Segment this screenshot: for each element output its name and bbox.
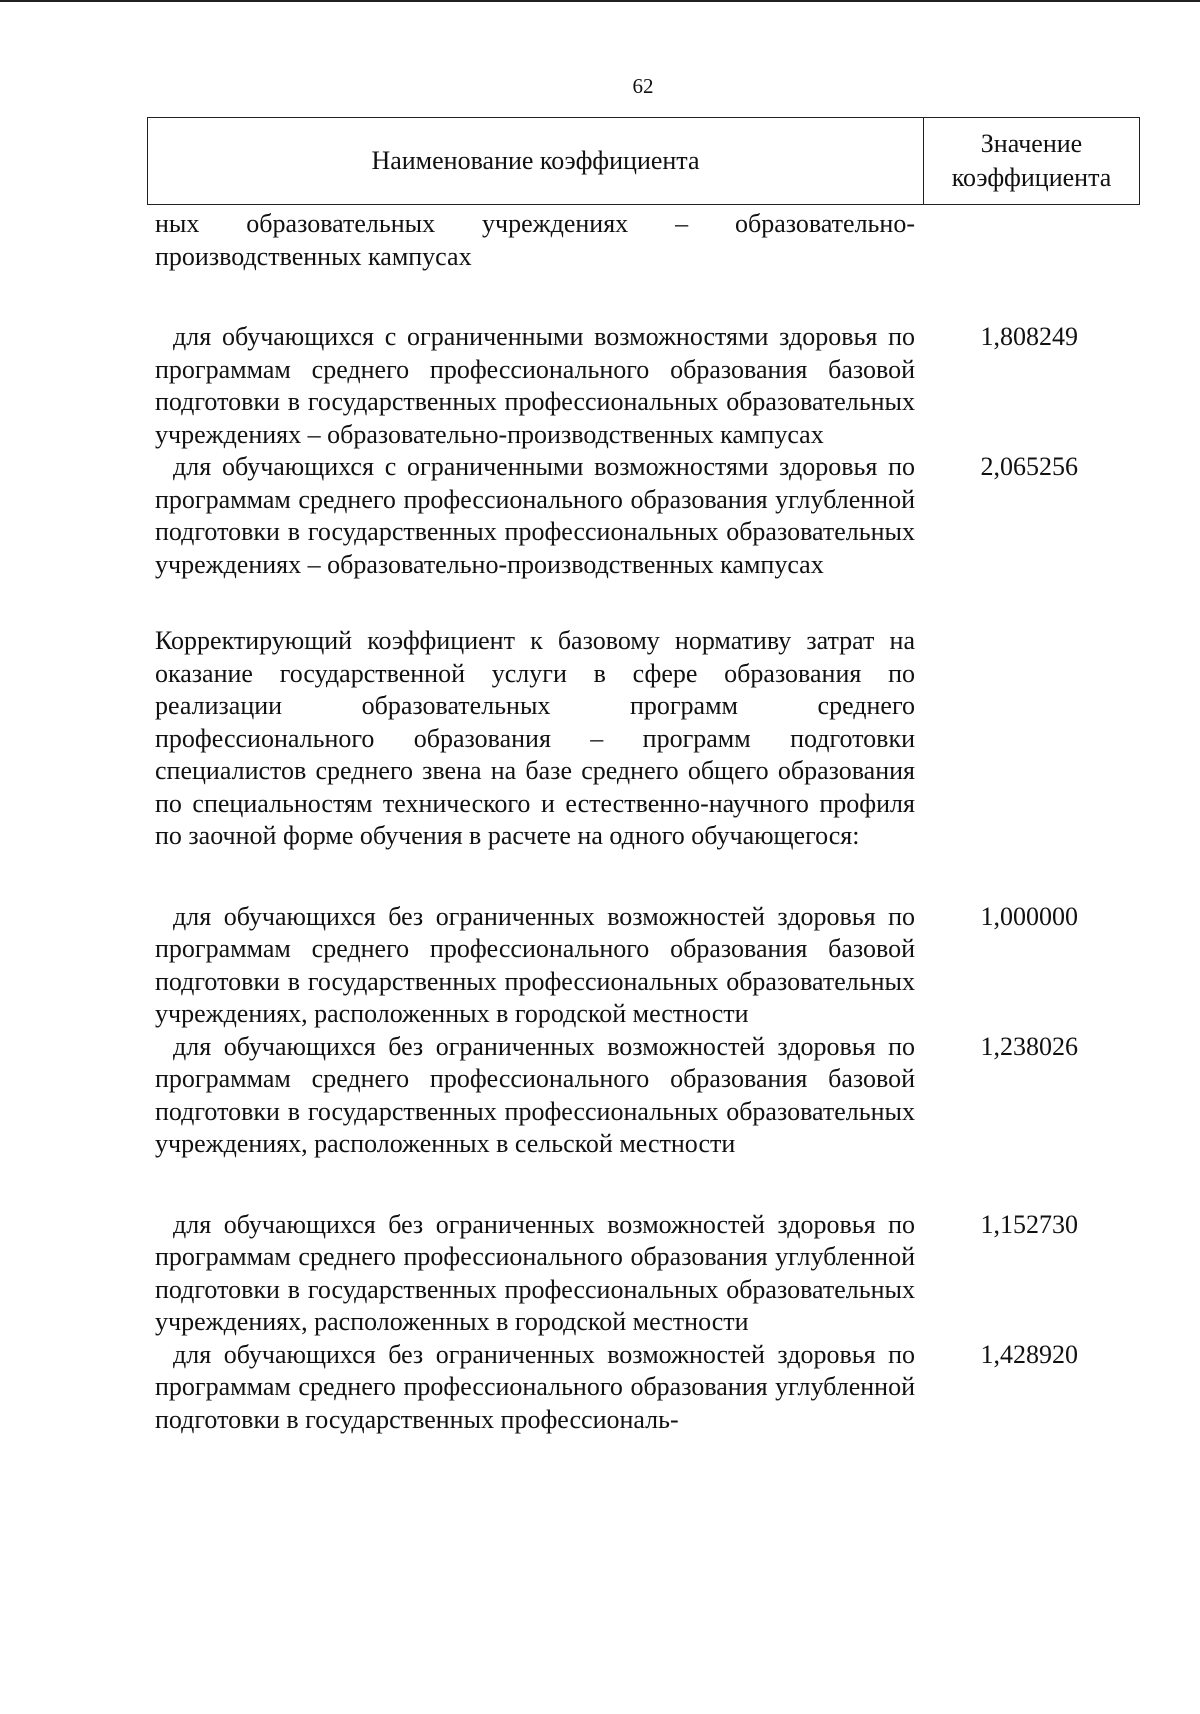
header-name-column: Наименование коэффициента — [148, 118, 924, 204]
row-text: для обучающихся с ограниченными возможностями здоровья по программам среднего профессионального образования базовой подготовки в государственных профессиональных образовательных учреждениях – образовательно-производственных кампусах — [155, 322, 915, 449]
row-value: 2,065256 — [980, 452, 1078, 481]
coefficient-table-body — [155, 208, 1140, 1436]
table-row — [155, 321, 1140, 451]
table-row — [155, 451, 1140, 581]
top-border-line — [0, 0, 1200, 2]
table-header — [147, 117, 1140, 205]
table-row — [155, 208, 1140, 273]
row-value: 1,000000 — [980, 901, 1078, 931]
row-value: 1,238026 — [980, 1031, 1078, 1061]
page-number: 62 — [632, 74, 654, 98]
row-text: для обучающихся без ограниченных возможностей здоровья по программам среднего профессионального образования углубленной подготовки в государственных профессиональ- — [155, 1339, 915, 1434]
row-value: 1,428920 — [980, 1339, 1078, 1369]
header-value-column — [924, 118, 1139, 204]
row-text: для обучающихся без ограниченных возможностей здоровья по программам среднего профессионального образования базовой подготовки в государственных профессиональных образовательных учреждениях, расположенных в сельской местности — [155, 1031, 915, 1158]
table-row-section-heading — [155, 625, 1140, 853]
row-value: 1,152730 — [980, 1209, 1078, 1239]
row-text: для обучающихся без ограниченных возможностей здоровья по программам среднего профессионального образования базовой подготовки в государственных профессиональных образовательных учреждениях, расположенных в городской местности — [155, 901, 915, 1028]
section-heading-text: Корректирующий коэффициент к базовому нормативу затрат на оказание государственной услуги в сфере образования по реализации образовательных программ среднего профессионального образования – программ подготовки специалистов среднего звена на базе среднего общего образования по специальностям технического и естественно-научного профиля по заочной форме обучения в расчете на одного обучающегося: — [155, 626, 915, 850]
row-text-continuation: ных образовательных учреждениях – образовательно-производственных кампусах — [155, 209, 915, 271]
header-value-line1: Значение — [980, 129, 1083, 158]
table-row — [155, 1031, 1140, 1161]
header-value-line2: коэффициента — [951, 163, 1112, 192]
row-text: для обучающихся с ограниченными возможностями здоровья по программам среднего профессионального образования углубленной подготовки в государственных профессиональных образовательных учреждениях – образовательно-производственных кампусах — [155, 452, 915, 579]
row-text: для обучающихся без ограниченных возможностей здоровья по программам среднего профессионального образования углубленной подготовки в государственных профессиональных образовательных учреждениях, расположенных в городской местности — [155, 1209, 915, 1336]
row-value: 1,808249 — [980, 322, 1078, 351]
table-row — [155, 901, 1140, 1031]
table-row — [155, 1209, 1140, 1339]
table-row — [155, 1339, 1140, 1437]
